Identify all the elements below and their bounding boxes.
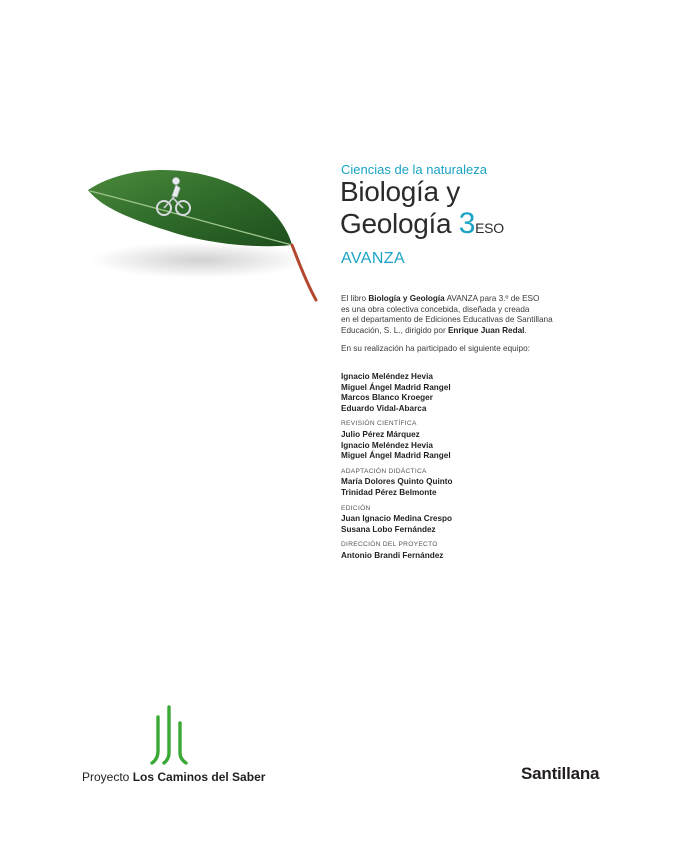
book-title	[340, 176, 504, 244]
publisher-logo: Santillana	[521, 764, 600, 783]
team-list	[341, 372, 452, 562]
title-line-2-text: Geología	[340, 208, 452, 239]
reviewer-name: Julio Pérez Márquez	[341, 429, 420, 439]
intro-text: El libro	[341, 294, 369, 303]
intro-text: es una obra colectiva concebida, diseñada y creada	[341, 304, 530, 314]
title-line-1: Biología y	[340, 176, 460, 207]
author-name: Eduardo Vidal-Abarca	[341, 403, 427, 413]
director-name: Enrique Juan Redal	[447, 325, 525, 335]
author-name: Marcos Blanco Kroeger	[341, 393, 433, 403]
caminos-logo-icon	[150, 703, 192, 765]
grade-level: ESO	[475, 220, 504, 236]
grade-number: 3	[458, 207, 476, 240]
leaf-illustration	[70, 150, 330, 320]
role-heading: ADAPTACIÓN DIDÁCTICA	[341, 467, 427, 475]
director-name: Antonio Brandi Fernández	[341, 550, 444, 560]
project-prefix: Proyecto	[82, 770, 133, 784]
intro-text: en el departamento de Ediciones Educativas de Santillana	[341, 315, 553, 325]
adapter-name: Trinidad Pérez Belmonte	[341, 487, 437, 497]
editor-name: Susana Lobo Fernández	[341, 524, 436, 534]
author-name: Ignacio Meléndez Hevia	[341, 372, 433, 381]
title-line-2	[340, 208, 504, 244]
author-name: Miguel Ángel Madrid Rangel	[341, 382, 451, 392]
project-name	[82, 770, 265, 784]
project-title: Los Caminos del Saber	[132, 770, 266, 784]
book-name: Biología y Geología	[368, 294, 445, 303]
intro-text: AVANZA para 3.º de ESO	[444, 294, 540, 303]
intro-text: .	[524, 325, 527, 335]
adapter-name: María Dolores Quinto Quinto	[341, 477, 453, 487]
credits-intro	[341, 294, 641, 355]
editor-name: Juan Ignacio Medina Crespo	[341, 514, 453, 524]
team-intro: En su realización ha participado el siguiente equipo:	[341, 344, 530, 354]
edition-label: AVANZA	[341, 250, 406, 267]
intro-text: Educación, S. L., dirigido por	[341, 325, 448, 335]
subject-label: Ciencias de la naturaleza	[341, 162, 487, 177]
role-heading: DIRECCIÓN DEL PROYECTO	[341, 541, 438, 549]
reviewer-name: Miguel Ángel Madrid Rangel	[341, 451, 451, 461]
role-heading: EDICIÓN	[341, 504, 371, 512]
reviewer-name: Ignacio Meléndez Hevia	[341, 440, 433, 450]
role-heading: REVISIÓN CIENTÍFICA	[341, 420, 417, 428]
